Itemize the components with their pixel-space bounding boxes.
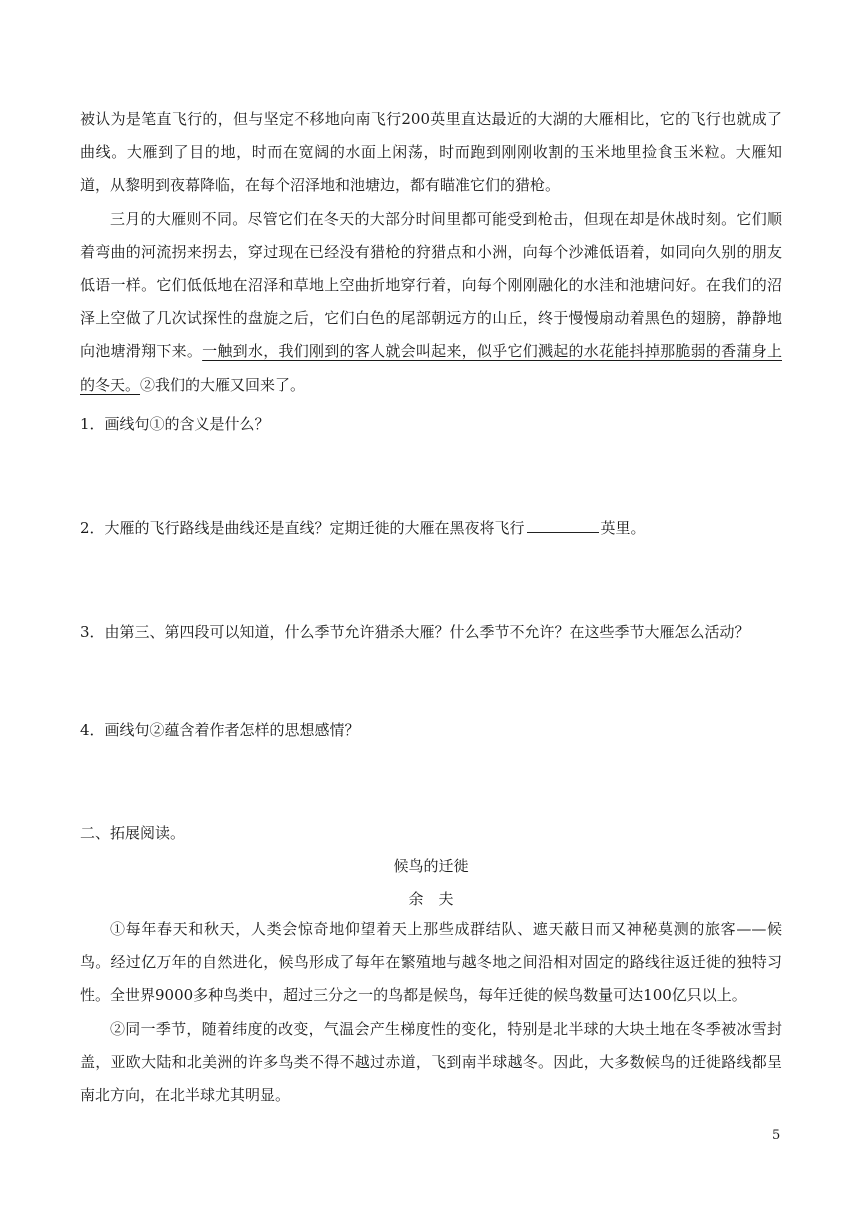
passage-paragraph-1: 被认为是笔直飞行的，但与坚定不移地向南飞行200英里直达最近的大湖的大雁相比，它的飞行也就成了曲线。大雁到了目的地，时而在宽阔的水面上闲荡，时而跑到刚刚收割的玉米地里捡食玉米粒。大雁知道，从黎明到夜幕降临，在每个沼泽地和池塘边，都有瞄准它们的猎枪。 <box>80 110 782 195</box>
article-body <box>80 913 782 1112</box>
answer-blank[interactable] <box>527 518 599 533</box>
question-3: 3．由第三、第四段可以知道，什么季节允许猎杀大雁？什么季节不允许？在这些季节大雁怎么活动？ <box>80 623 750 641</box>
passage-1 <box>80 103 782 402</box>
section-heading: 二、拓展阅读。 <box>80 824 186 842</box>
question-2-unit: 英里。 <box>600 519 646 537</box>
sentence-2: ②我们的大雁又回来了。 <box>140 375 306 394</box>
article-paragraph-2: ②同一季节，随着纬度的改变，气温会产生梯度性的变化，特别是北半球的大块土地在冬季被冰雪封盖，亚欧大陆和北美洲的许多鸟类不得不越过赤道，飞到南半球越冬。因此，大多数候鸟的迁徙路线都呈南北方向，在北半球尤其明显。 <box>80 1019 782 1105</box>
question-4: 4．画线句②蕴含着作者怎样的思想感情？ <box>80 721 360 739</box>
article-title: 候鸟的迁徙 <box>393 857 469 875</box>
underlined-sentence-1: 一触到水，我们刚到的客人就会叫起来，似乎它们溅起的水花能抖掉那脆弱的香蒲身上的冬天。 <box>80 342 782 394</box>
question-2-text: 2．大雁的飞行路线是曲线还是直线？定期迁徙的大雁在黑夜将飞行 <box>80 519 525 537</box>
page-number: 5 <box>772 1128 781 1143</box>
question-2 <box>80 516 782 540</box>
article-paragraph-1: ①每年春天和秋天，人类会惊奇地仰望着天上那些成群结队、遮天蔽日而又神秘莫测的旅客——候鸟。经过亿万年的自然进化，候鸟形成了每年在繁殖地与越冬地之间沿相对固定的路线往返迁徙的独特习性。全世界9000多种鸟类中，超过三分之一的鸟都是候鸟，每年迁徙的候鸟数量可达100亿只以上。 <box>80 920 782 1005</box>
question-1: 1．画线句①的含义是什么？ <box>80 415 270 433</box>
paragraph-text: 三月的大雁则不同。尽管它们在冬天的大部分时间里都可能受到枪击，但现在却是休战时刻。它们顺着弯曲的河流拐来拐去，穿过现在已经没有猎枪的狩猎点和小洲，向每个沙滩低语着，如同向久别的朋友低语一样。它们低低地在沼泽和草地上空曲折地穿行着，向每个刚刚融化的水洼和池塘问好。在我们的沼泽上空做了几次试探性的盘旋之后，它们白色的尾部朝远方的山丘，终于慢慢扇动着黑色的翅膀，静静地向池塘滑翔下来。 <box>80 209 782 361</box>
article-author: 余 夫 <box>408 890 454 908</box>
passage-paragraph-2 <box>80 203 782 402</box>
